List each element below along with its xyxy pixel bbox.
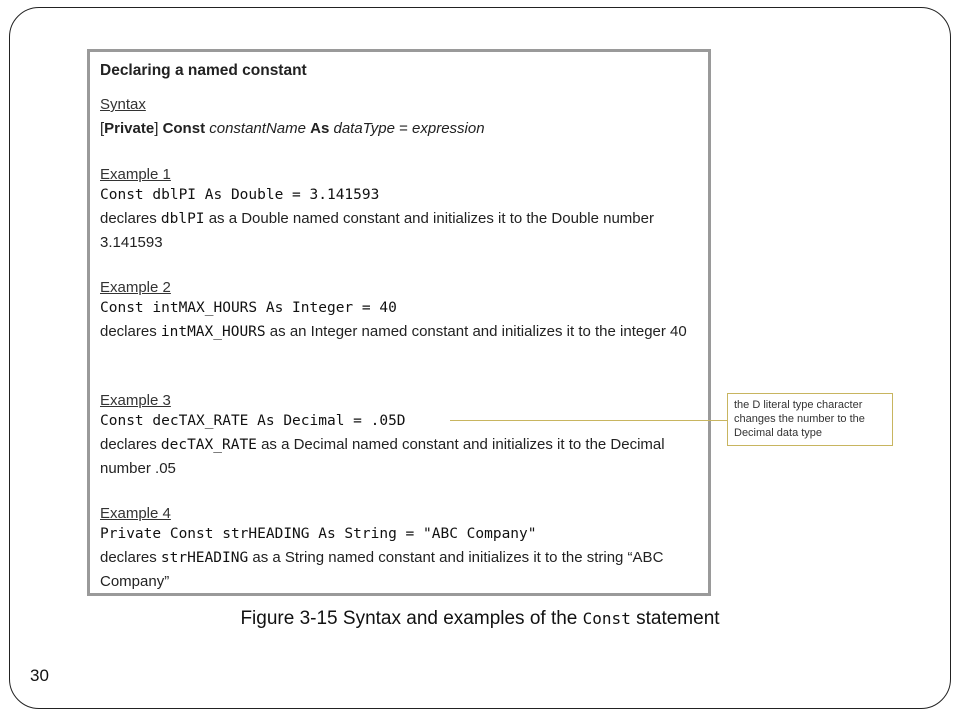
figure-caption: Figure 3-15 Syntax and examples of the Const statement xyxy=(240,608,720,629)
example-3-label: Example 3 xyxy=(100,392,171,409)
example-2-desc: declares intMAX_HOURS as an Integer named constant and initializes it to the integer 40 xyxy=(100,323,687,340)
page-number: 30 xyxy=(30,666,49,685)
box-title: Declaring a named constant xyxy=(100,62,307,79)
example-4-desc: declares strHEADING as a String named constant and initializes it to the string “ABC Company” xyxy=(100,549,664,590)
example-2-code: Const intMAX_HOURS As Integer = 40 xyxy=(100,300,397,316)
example-3-desc: declares decTAX_RATE as a Decimal named constant and initializes it to the Decimal number .05 xyxy=(100,436,665,477)
example-1-code: Const dblPI As Double = 3.141593 xyxy=(100,187,380,203)
callout-box: the D literal type character changes the number to the Decimal data type xyxy=(727,393,893,446)
example-4-label: Example 4 xyxy=(100,505,171,522)
example-3-code: Const decTAX_RATE As Decimal = .05D xyxy=(100,413,406,429)
example-4-code: Private Const strHEADING As String = "ABC Company" xyxy=(100,526,537,542)
example-1-desc: declares dblPI as a Double named constant and initializes it to the Double number 3.141593 xyxy=(100,210,654,251)
example-2-label: Example 2 xyxy=(100,279,171,296)
syntax-label: Syntax xyxy=(100,96,146,113)
callout-connector xyxy=(450,420,727,421)
syntax-line: [Private] Const constantName As dataType = expression xyxy=(100,120,485,137)
syntax-box xyxy=(87,49,711,596)
example-1-label: Example 1 xyxy=(100,166,171,183)
